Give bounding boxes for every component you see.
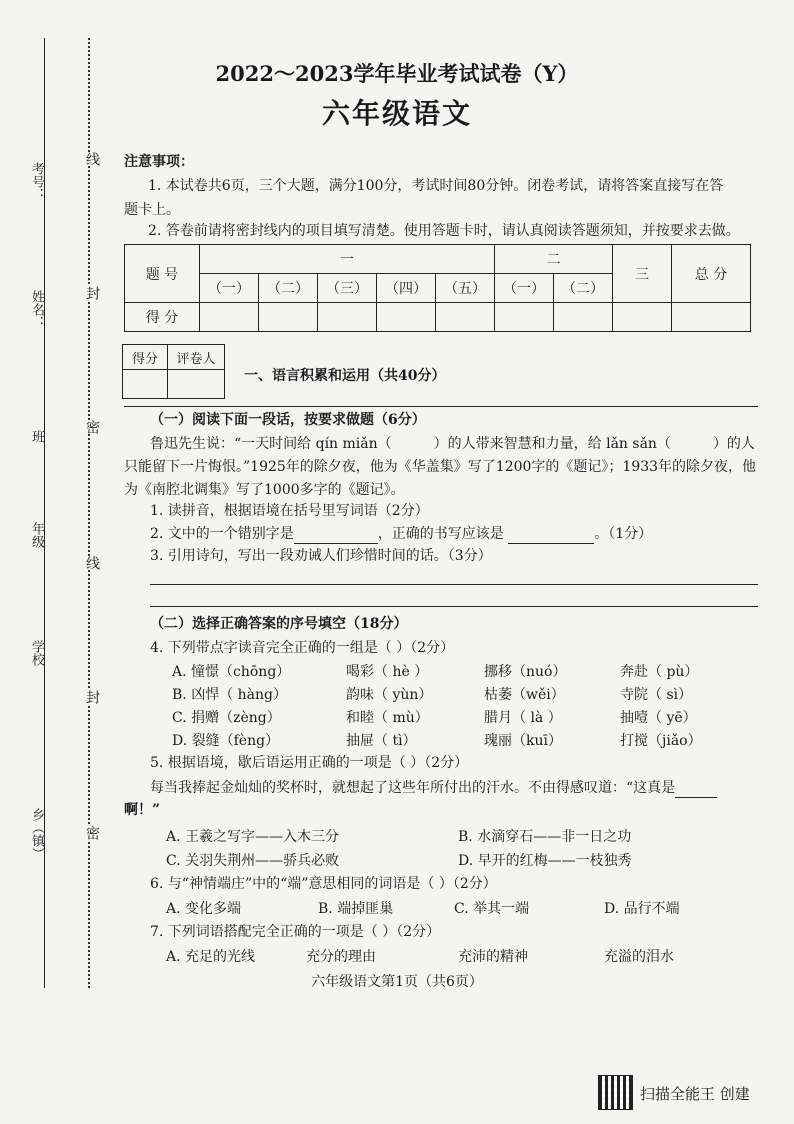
q4-option: 枯萎（wěi） [484,687,565,703]
divider [124,406,758,407]
notice-item1-cont: 题卡上。 [124,202,180,218]
score-cell[interactable] [495,303,554,332]
q7-option: A. 充足的光线 [166,949,256,965]
score-cell[interactable] [436,303,495,332]
part1-heading: 一、语言积累和运用（共40分） [244,368,446,384]
seal-char-mi-2: 密 [84,826,100,840]
q4-option: 寺院（ sì） [620,687,693,703]
q4-option: 韵味（ yùn） [346,687,433,703]
q4-option: A. 憧憬（chōng） [172,664,291,680]
question-4: 4. 下列带点字读音完全正确的一组是（ ）（2分） [150,640,455,656]
score-cell[interactable] [672,303,751,332]
grader-name-cell[interactable] [168,370,225,399]
sub-header: （四） [377,274,436,303]
seal-char-xian-2: 线 [84,556,100,570]
question-5: 5. 根据语境，歇后语运用正确的一项是（ ）（2分） [150,755,469,771]
grader-box [122,344,225,399]
question-7: 7. 下列词语搭配完全正确的一项是（ ）（2分） [150,924,441,940]
binding-solid-line [44,38,45,988]
sec1-paragraph-line2: 只能留下一片悔恨。”1925年的除夕夜，他为《华盖集》写了1200字的《题记》；1933年的除夕夜，他 [124,459,757,475]
sec1-heading: （一）阅读下面一段话，按要求做题（6分） [150,412,426,428]
score-cell[interactable] [613,303,672,332]
score-cell[interactable] [554,303,613,332]
grader-score-cell[interactable] [123,370,168,399]
q5-option: B. 水滴穿石——非一日之功 [458,829,632,845]
q4-option: 奔赴（ pù） [620,664,699,680]
answer-line[interactable] [150,606,758,607]
answer-blank[interactable] [508,543,594,544]
name-label: 姓名： [29,290,44,329]
q4-option: 喝彩（ hè ） [346,664,429,680]
score-cell[interactable] [200,303,259,332]
sec1-paragraph-line3: 为《南腔北调集》写了1000多字的《题记》。 [124,482,405,498]
q4-option: D. 裂缝（fèng） [172,733,280,749]
sec1-paragraph-line1: 鲁迅先生说：“一天时间给 qín miǎn（ ）的人带来智慧和力量，给 lǎn sǎn（ ）的人 [150,436,755,452]
q7-option: 充沛的精神 [458,949,528,965]
q5-option: D. 早开的红梅——一枝独秀 [458,853,632,869]
section3-header: 三 [613,245,672,303]
q6-option: A. 变化多端 [166,901,242,917]
q5-option: C. 关羽失荆州——骄兵必败 [166,853,340,869]
question-3: 3. 引用诗句，写出一段劝诫人们珍惜时间的话。（3分） [150,548,492,564]
sub-header: （三） [318,274,377,303]
score-row-label: 得 分 [125,303,200,332]
sub-header: （二） [554,274,613,303]
page-footer: 六年级语文第1页（共6页） [311,974,483,990]
sec2-heading: （二）选择正确答案的序号填空（18分） [150,616,408,632]
grader-score-label: 得分 [123,345,168,370]
answer-blank[interactable] [675,797,717,798]
answer-line[interactable] [150,584,758,585]
q4-option: B. 凶悍（ hàng） [172,687,287,703]
question-1: 1. 读拼音，根据语境在括号里写词语（2分） [150,503,429,519]
q5-option: A. 王羲之写字——入木三分 [166,829,340,845]
seal-char-feng-2: 封 [84,690,100,704]
q4-option: 和睦（ mù） [346,710,429,726]
q6-option: D. 品行不端 [604,901,680,917]
q4-option: 腊月（ là ） [484,710,562,726]
seal-char-mi-1: 密 [84,420,100,434]
qr-code-icon [598,1075,633,1110]
notice-item2: 2. 答卷前请将密封线内的项目填写清楚。使用答题卡时，请认真阅读答题须知，并按要求去做。 [148,223,740,239]
score-cell[interactable] [259,303,318,332]
sub-header: （一） [495,274,554,303]
q4-option: 抽屉（ tì） [346,733,417,749]
q5-context: 每当我捧起金灿灿的奖杯时，就想起了这些年所付出的汗水。不由得感叹道：“这真是 [150,778,717,798]
notice-heading: 注意事项： [124,154,194,170]
subject-title: 六年级语文 [321,97,472,130]
class-label: 班 [29,430,44,443]
section1-header: 一 [200,245,495,274]
q7-option: 充溢的泪水 [604,949,674,965]
question-2: 2. 文中的一个错别字是 ，正确的书写应该是 。（1分） [150,526,653,542]
q4-option: 打搅（jiǎo） [620,733,702,749]
section2-header: 二 [495,245,613,274]
q4-option: 抽噎（ yē） [620,710,697,726]
grade-label: 年级 [29,522,44,548]
score-cell[interactable] [318,303,377,332]
seal-dotted-line [88,38,90,988]
q6-option: B. 端掉匪巢 [318,901,394,917]
q5-context-end: 啊！” [124,802,161,818]
grader-name-label: 评卷人 [168,345,225,370]
notice-item1: 1. 本试卷共6页，三个大题，满分100分，考试时间80分钟。闭卷考试，请将答案直接写在答 [148,178,724,194]
seal-char-xian-1: 线 [84,152,100,166]
sub-header: （五） [436,274,495,303]
total-header: 总 分 [672,245,751,303]
q4-option: C. 捐赠（zèng） [172,710,281,726]
question-6: 6. 与“神情端庄”中的“端”意思相同的词语是（ ）（2分） [150,876,497,892]
sub-header: （二） [259,274,318,303]
answer-blank[interactable] [294,543,378,544]
score-table [124,244,751,332]
q4-option: 挪移（nuó） [484,664,567,680]
seal-char-feng-1: 封 [84,286,100,300]
q4-option: 瑰丽（kuī） [484,733,562,749]
sub-header: （一） [200,274,259,303]
col-header: 题 号 [125,245,200,303]
school-label: 学校 [29,640,44,666]
town-label: 乡（镇） [29,808,44,860]
q6-option: C. 举其一端 [454,901,530,917]
score-cell[interactable] [377,303,436,332]
exam-title: 2022～2023学年毕业考试试卷（Y） [215,61,579,86]
q7-option: 充分的理由 [306,949,376,965]
scanner-brand: 扫描全能王 创建 [640,1085,750,1103]
exam-number-label: 考号： [29,162,44,201]
